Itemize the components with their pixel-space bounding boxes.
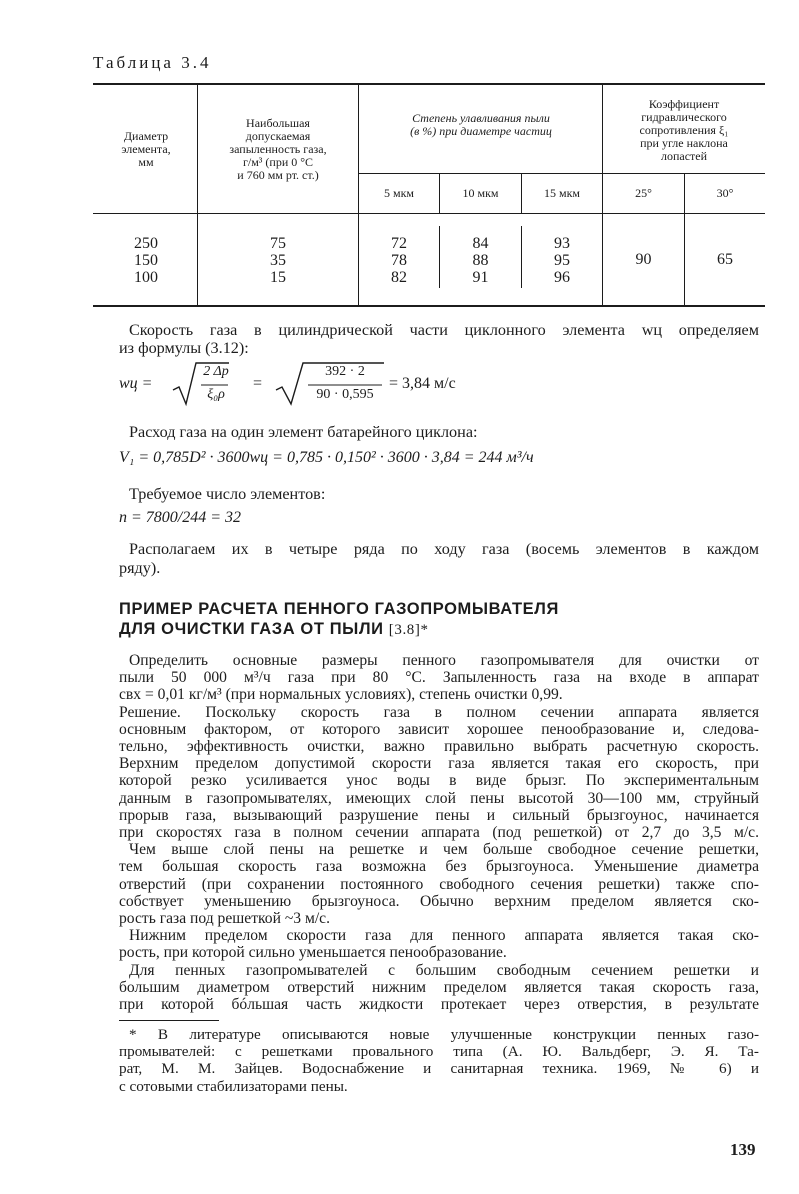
footnote-rule — [119, 1020, 219, 1021]
table-vline — [197, 83, 198, 305]
section-heading: ПРИМЕР РАСЧЕТА ПЕННОГО ГАЗОПРОМЫВАТЕЛЯ — [119, 600, 559, 618]
table-bottom-rule — [93, 305, 765, 307]
table-cell-10um: 84 88 91 — [472, 235, 489, 286]
subheader-30deg: 30° — [716, 186, 734, 200]
table-top-rule — [93, 83, 765, 85]
header-diameter: Диаметр элемента, мм — [121, 129, 171, 169]
footnote: * В литературе описываются новые улучшенные конструкции пенных газо- промывателей: с решетками провального типа (А. Ю. Вальдберг, Э. Я. Та- рат, М. М. Зайцев. Водоснабжение и санитарная техника. 1969, № 6) и с сотовыми стабилизаторами пены. — [119, 1026, 759, 1095]
paragraph-rows: Располагаем их в четыре ряда по ходу газа (восемь элементов в каждом — [129, 540, 759, 558]
paragraph-rows-cont: ряду). — [119, 559, 161, 577]
table-cell-dust: 75 35 15 — [270, 235, 286, 286]
subheader-10um: 10 мкм — [462, 186, 499, 200]
header-dust-content: Наибольшая допускаемая запыленность газа, г/м³ (при 0 °С и 760 мм рт. ст.) — [229, 116, 327, 182]
table-subheader-rule — [358, 173, 765, 174]
header-capture-degree: Степень улавливания пыли (в %) при диаметре частиц — [410, 111, 552, 138]
subheader-15um: 15 мкм — [543, 186, 581, 200]
page-number: 139 — [730, 1140, 756, 1159]
body-text: Определить основные размеры пенного газопромывателя для очистки от пыли 50 000 м³/ч газа при 80 °С. Запыленность газа на входе в аппарат cвх = 0,01 кг/м³ (при нормальных условиях), степень очистки 0,99. Решение. Поскольку скорость газа в полном сечении аппарата является основным фактором, от которого зависит хорошее пенообразование и, следова- тельно, эффективность очистки, важно правильно выбрать расчетную скорость. Верхним пределом допустимой скорости газа является такая его скорость, при которой резко усиливается унос воды в виде брызг. По экспериментальным данным в газопромывателях, имеющих слой пены высотой 30—100 мм, струйный прорыв газа, вызывающий разрушение пены и сильный брызгоунос, начинается при скоростях газа в полном сечении аппарата (под решеткой) от 2,7 до 3,5 м/с. Чем выше слой пены на решетке и чем больше свободное сечение решетки, тем большая скорость газа возможна без брызгоуноса. Уменьшение диаметра отверстий (при сохранении постоянного свободного сечения решетки) также спо- собствует уменьшению брызгоуноса. Обычно верхним пределом является ско- рость газа под решеткой ~3 м/с. Нижним пределом скорости газа для пенного аппарата является такая ско- рость, при которой сильно уменьшается пенообразование. Для пенных газопромывателей с большим свободным сечением решетки и большим диаметром отверстий нижним пределом является такая скорость газа, при которой бóльшая часть жидкости протекает через отверстия, в результате — [119, 652, 759, 1014]
table-header-rule — [93, 213, 765, 214]
table-cell-30deg: 65 — [717, 251, 733, 268]
paragraph-gas-flow: Расход газа на один элемент батарейного циклона: — [129, 423, 478, 441]
table-cell-5um: 72 78 82 — [391, 235, 407, 286]
paragraph-gas-speed: Скорость газа в цилиндрической части циклонного элемента wц определяем — [129, 321, 759, 339]
formula-speed: wц = 2 Δp ξ₀ρ = 392 · 2 90 · 0,595 = 3,84 м/с — [119, 360, 539, 410]
section-heading-line2: ДЛЯ ОЧИСТКИ ГАЗА ОТ ПЫЛИ [3.8]* — [119, 620, 429, 638]
table-caption: Таблица 3.4 — [93, 53, 212, 72]
table-cell-15um: 93 95 96 — [554, 235, 570, 286]
formula-flow: V₁ = 0,785D² · 3600wц = 0,785 · 0,150² · 3600 · 3,84 = 244 м³/ч — [119, 449, 534, 466]
table-cell-25deg: 90 — [635, 251, 652, 268]
table-cell-diameter: 250 150 100 — [134, 235, 158, 286]
paragraph-element-count: Требуемое число элементов: — [129, 485, 326, 503]
formula-count: n = 7800/244 = 32 — [119, 509, 242, 526]
header-coefficient: Коэффициент гидравлического сопротивления ξ₁ при угле наклона лопастей — [639, 97, 729, 163]
paragraph-gas-speed-cont: из формулы (3.12): — [119, 339, 249, 357]
subheader-5um: 5 мкм — [383, 186, 415, 200]
subheader-25deg: 25° — [635, 186, 652, 200]
